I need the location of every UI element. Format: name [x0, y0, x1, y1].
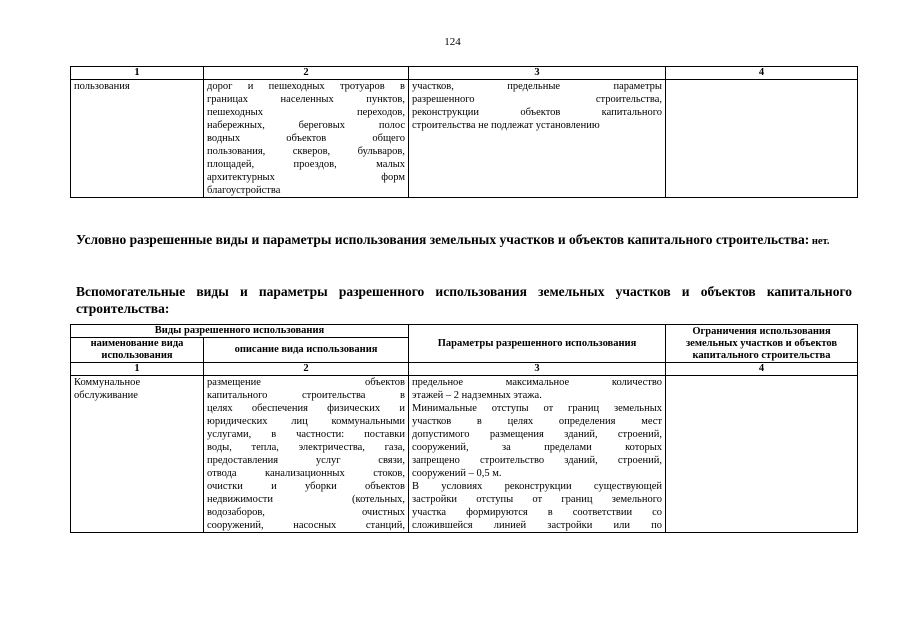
text-line: водных объектов общего: [207, 133, 405, 144]
text-line: услугами, в частности: поставки: [207, 429, 406, 440]
text-line: сложившейся линией застройки или по: [412, 520, 663, 531]
text-line: сооружений – 0,5 м.: [412, 468, 502, 479]
text-line: реконструкции объектов капитального: [412, 107, 662, 118]
col-number-4: 4: [666, 363, 858, 376]
text-line: допустимого размещения зданий, строений,: [412, 429, 663, 440]
table-land-use-continued: [70, 66, 858, 198]
col-number-1: 1: [71, 67, 204, 80]
table-auxiliary-uses: [70, 324, 858, 533]
text-line: застройки отступы от границ земельного: [412, 494, 663, 505]
text-line: предоставления услуг связи,: [207, 455, 406, 466]
text-line: границах населенных пунктов,: [207, 94, 405, 105]
text-line: Коммунальное: [74, 377, 141, 388]
col-number-3: 3: [409, 67, 666, 80]
cell-restrictions: [666, 376, 858, 533]
heading-text: Условно разрешенные виды и параметры использования земельных участков и объектов капитального строительства:: [76, 232, 810, 247]
col-number-3: 3: [409, 363, 666, 376]
cell-usage-description: [204, 376, 409, 533]
col-number-2: 2: [204, 363, 409, 376]
text-line: площадей, проездов, малых: [207, 159, 405, 170]
header-group-usage-types: Виды разрешенного использования: [71, 325, 409, 338]
text-line: целях обеспечения физических и: [207, 403, 406, 414]
header-parameters: Параметры разрешенного использования: [409, 325, 666, 363]
column-number-row: [71, 67, 858, 80]
cell-restrictions: [666, 80, 858, 198]
table-row: [71, 376, 858, 533]
text-line: отвода канализационных стоков,: [207, 468, 406, 479]
text-line: этажей – 2 надземных этажа.: [412, 390, 542, 401]
col-number-1: 1: [71, 363, 204, 376]
cell-parameters: [409, 80, 666, 198]
text-line: архитектурных форм: [207, 172, 405, 183]
col-number-4: 4: [666, 67, 858, 80]
text-line: В условиях реконструкции существующей: [412, 481, 663, 492]
section-heading-auxiliary-uses: [76, 283, 852, 317]
page-number: 124: [444, 36, 461, 48]
text-line: обслуживание: [74, 390, 138, 401]
text-line: участка формируются в соответствии со: [412, 507, 663, 518]
heading-text: Вспомогательные виды и параметры разрешенного использования земельных участков и объектов капитального строительства:: [76, 284, 852, 316]
text-line: юридических лиц коммунальными: [207, 416, 406, 427]
cell-parameters: [409, 376, 666, 533]
text-line: водозаборов, очистных: [207, 507, 406, 518]
text-line: благоустройства: [207, 185, 281, 196]
text-line: воды, тепла, электричества, газа,: [207, 442, 406, 453]
header-restrictions: Ограничения использования земельных участков и объектов капитального строительства: [666, 325, 858, 363]
text-line: строительства не подлежат установлению: [412, 120, 600, 131]
header-usage-description: описание вида использования: [204, 338, 409, 363]
text-line: пешеходных переходов,: [207, 107, 405, 118]
text-line: капитального строительства в: [207, 390, 406, 401]
text-line: пользования, скверов, бульваров,: [207, 146, 405, 157]
text-line: дорог и пешеходных тротуаров в: [207, 81, 405, 92]
text-line: сооружений, за пределами которых: [412, 442, 663, 453]
text-line: участков, предельные параметры: [412, 81, 662, 92]
heading-suffix: нет.: [809, 236, 830, 247]
col-number-2: 2: [204, 67, 409, 80]
text-line: недвижимости (котельных,: [207, 494, 406, 505]
cell-usage-name: [71, 376, 204, 533]
text-line: очистки и уборки объектов: [207, 481, 406, 492]
cell-usage-name: пользования: [71, 80, 204, 198]
text-line: размещение объектов: [207, 377, 406, 388]
section-heading-conditional-uses: [76, 231, 852, 250]
cell-usage-description: [204, 80, 409, 198]
header-usage-name: наименование вида использования: [71, 338, 204, 363]
column-number-row: [71, 363, 858, 376]
text-line: предельное максимальное количество: [412, 377, 663, 388]
header-row: [71, 325, 858, 338]
text-line: разрешенного строительства,: [412, 94, 662, 105]
text-line: участков в целях определения мест: [412, 416, 663, 427]
table-row: [71, 80, 858, 198]
text-line: запрещено строительство зданий, строений,: [412, 455, 663, 466]
text-line: набережных, береговых полос: [207, 120, 405, 131]
text-line: Минимальные отступы от границ земельных: [412, 403, 663, 414]
text-line: сооружений, насосных станций,: [207, 520, 406, 531]
